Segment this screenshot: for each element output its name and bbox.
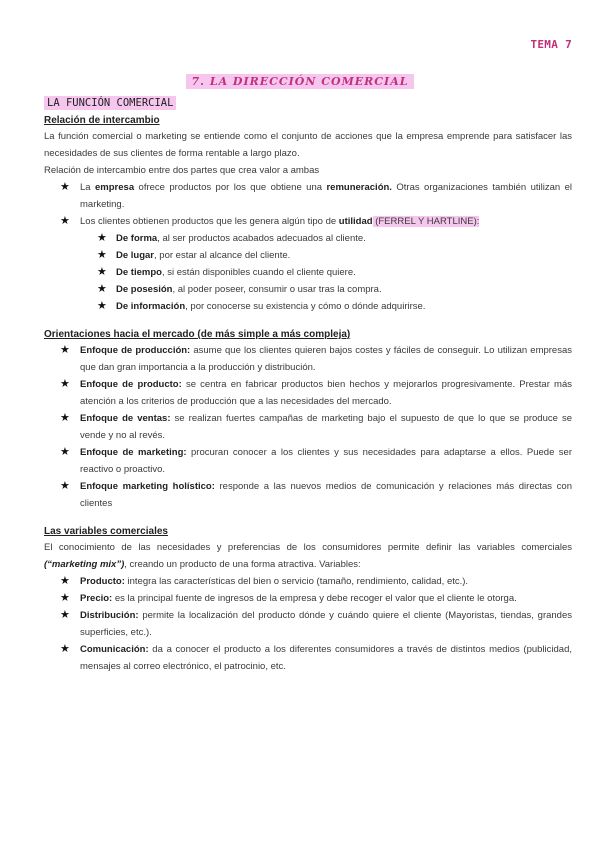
text: procuran conocer a los clientes y sus necesidades para adaptarse a ellos. Puede ser reactivo o proactivo. [80, 447, 572, 475]
list-item [44, 298, 572, 315]
para-relacion: Relación de intercambio entre dos partes que crea valor a ambas [44, 165, 320, 176]
term: De forma [116, 233, 158, 244]
list-item [44, 478, 572, 512]
doc-title: 7. LA DIRECCIÓN COMERCIAL [186, 74, 415, 89]
star-icon: ★ [60, 412, 70, 424]
star-icon: ★ [97, 249, 107, 261]
text: , si están disponibles cuando el cliente quiere. [161, 267, 356, 278]
list-item [44, 444, 572, 478]
text: El conocimiento de las necesidades y preferencias de los consumidores permite definir las variables comerciales [44, 542, 572, 553]
star-icon: ★ [60, 446, 70, 458]
section-title-funcion-comercial: LA FUNCIÓN COMERCIAL [44, 96, 176, 110]
list-item [44, 607, 572, 641]
star-icon: ★ [60, 592, 70, 604]
list-item [44, 573, 572, 590]
text: es la principal fuente de ingresos de la empresa y debe recoger el valor que el cliente le otorga. [112, 593, 517, 604]
term: utilidad [338, 216, 373, 227]
star-icon: ★ [60, 575, 70, 587]
term: Enfoque de producción: [80, 345, 191, 356]
text: La [80, 182, 96, 193]
star-icon: ★ [60, 344, 70, 356]
text: , creando un producto de una forma atractiva. Variables: [124, 559, 361, 570]
text: ofrece productos por los que obtiene una [134, 182, 327, 193]
list-item [44, 230, 572, 247]
text: , al ser productos acabados adecuados al cliente. [157, 233, 366, 244]
text: , por estar al alcance del cliente. [154, 250, 291, 261]
star-icon: ★ [97, 283, 107, 295]
text: , por conocerse su existencia y cómo o dónde adquirirse. [185, 301, 426, 312]
highlight-authors: (FERREL Y HARTLINE): [372, 216, 480, 227]
para-funcion-comercial: La función comercial o marketing se entiende como el conjunto de acciones que la empresa emprende para satisfacer las necesidades de sus clientes de forma rentable a largo plazo. [44, 131, 572, 159]
text: se realizan fuertes campañas de marketing bajo el supuesto de que lo que se produce se vende y no al revés. [80, 413, 573, 441]
subhead-relacion: Relación de intercambio [44, 115, 160, 126]
list-variables [44, 573, 572, 675]
star-icon: ★ [60, 215, 70, 227]
text: da a conocer el producto a los diferentes consumidores a través de distintos medios (publicidad, mensajes al correo electrónico, el patrocinio, etc. [80, 644, 572, 672]
term: Precio: [80, 593, 113, 604]
list-orientaciones [44, 342, 572, 512]
list-utilidades [44, 230, 572, 315]
list-item-empresa [44, 179, 572, 213]
star-icon: ★ [60, 480, 70, 492]
list-item [44, 641, 572, 675]
star-icon: ★ [97, 232, 107, 244]
list-item [44, 342, 572, 376]
term: Comunicación: [80, 644, 149, 655]
text: asume que los clientes quieren bajos costes y fáciles de conseguir. Lo utilizan empresas que dan gran importancia a la producción y distribución. [80, 345, 573, 373]
term: De información [116, 301, 186, 312]
term: Enfoque marketing holístico: [80, 481, 215, 492]
term: Enfoque de producto: [80, 379, 182, 390]
spacer [44, 512, 572, 526]
text: se centra en fabricar productos bien hechos y mejorarlos progresivamente. Prestar más atención a los criterios de producción que a las necesidades del mercado. [80, 379, 573, 407]
term: Enfoque de marketing: [80, 447, 187, 458]
list-item [44, 264, 572, 281]
term: De tiempo [116, 267, 162, 278]
text: integra las características del bien o servicio (tamaño, rendimiento, calidad, etc.). [124, 576, 469, 587]
term: empresa [95, 182, 135, 193]
subhead-variables: Las variables comerciales [44, 526, 168, 537]
list-item [44, 281, 572, 298]
term: De posesión [116, 284, 173, 295]
tema-label: TEMA 7 [530, 38, 572, 51]
text: Otras organizaciones también utilizan el marketing. [80, 182, 573, 210]
star-icon: ★ [60, 643, 70, 655]
para-variables [44, 539, 572, 573]
star-icon: ★ [97, 300, 107, 312]
list-item-clientes [44, 213, 572, 230]
spacer [44, 315, 572, 329]
term: remuneración. [326, 182, 392, 193]
title-wrap [0, 72, 600, 90]
list-relacion [44, 179, 572, 230]
star-icon: ★ [60, 181, 70, 193]
text: Los clientes obtienen productos que les genera algún tipo de [80, 216, 339, 227]
term-marketing-mix: (“marketing mix”) [44, 559, 125, 570]
list-item [44, 410, 572, 444]
text: permite la localización del producto dónde y cuándo quiere el cliente (Mayoristas, tiendas, grandes superficies, etc.). [80, 610, 572, 638]
text: responde a las nuevos medios de comunicación y relaciones más directas con clientes [80, 481, 572, 509]
term: Distribución: [80, 610, 139, 621]
term: Producto: [80, 576, 125, 587]
content [44, 93, 572, 675]
star-icon: ★ [97, 266, 107, 278]
text: , al poder poseer, consumir o usar tras la compra. [172, 284, 382, 295]
list-item [44, 376, 572, 410]
term: De lugar [116, 250, 155, 261]
list-item [44, 590, 572, 607]
term: Enfoque de ventas: [80, 413, 171, 424]
star-icon: ★ [60, 378, 70, 390]
subhead-orientaciones: Orientaciones hacia el mercado (de más simple a más compleja) [44, 329, 351, 340]
list-item [44, 247, 572, 264]
star-icon: ★ [60, 609, 70, 621]
